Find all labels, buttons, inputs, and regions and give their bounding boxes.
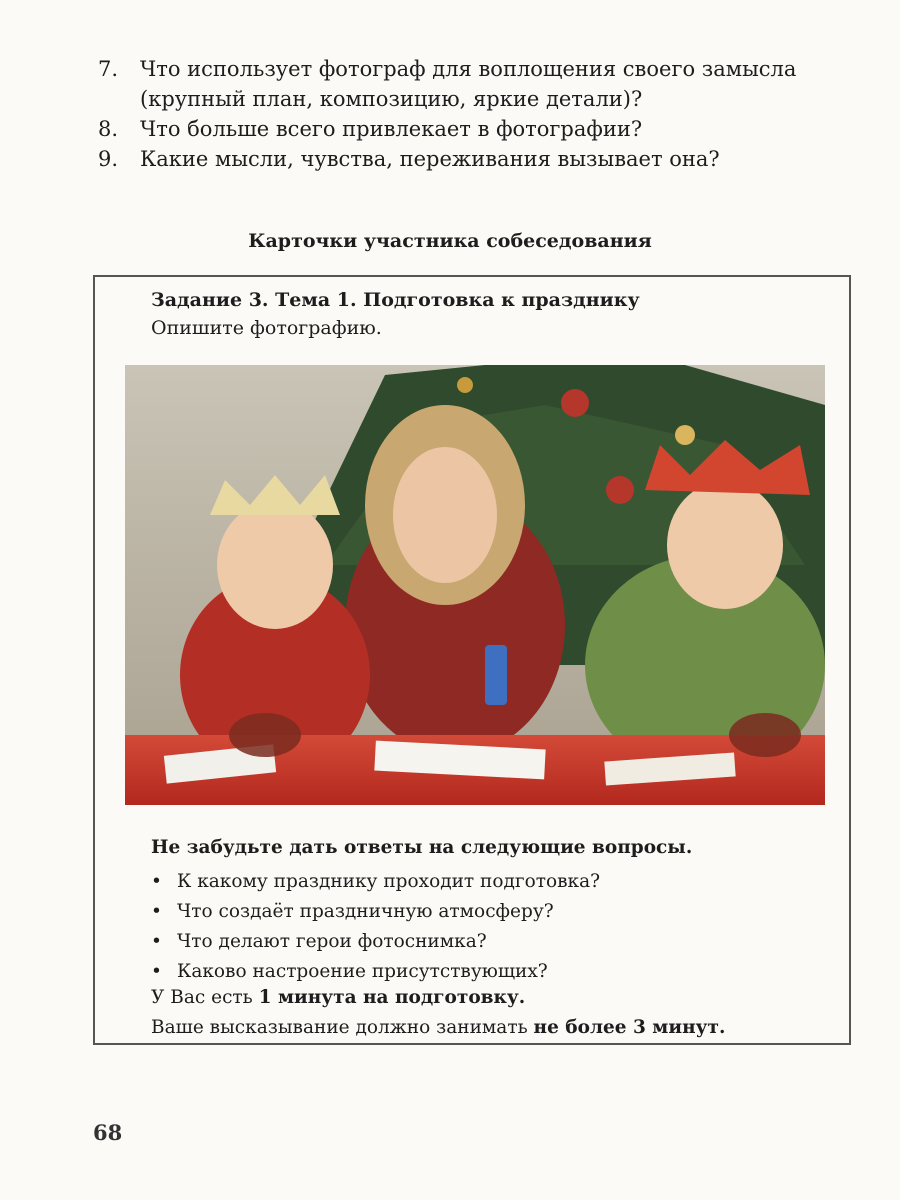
bullet-icon: • xyxy=(151,931,162,952)
question-item xyxy=(98,54,878,114)
question-text: Что больше всего привлекает в фотографии? xyxy=(140,117,643,141)
question-item xyxy=(98,144,878,174)
limit-emphasis: не более 3 минут. xyxy=(533,1017,726,1038)
time-limit-note xyxy=(151,1017,725,1038)
ornament-icon xyxy=(457,377,473,393)
question-item xyxy=(98,114,878,144)
list-item xyxy=(151,867,600,897)
question-text: Какие мысли, чувства, переживания вызывает она? xyxy=(140,147,720,171)
participant-card xyxy=(93,275,851,1045)
reminder-title: Не забудьте дать ответы на следующие вопросы. xyxy=(151,837,693,858)
prep-text: У Вас есть xyxy=(151,987,259,1008)
bullet-text: Что делают герои фотоснимка? xyxy=(177,931,487,952)
bullet-list xyxy=(151,867,600,987)
bullet-text: К какому празднику проходит подготовка? xyxy=(177,871,601,892)
section-title: Карточки участника собеседования xyxy=(248,230,652,252)
question-list xyxy=(98,54,878,174)
ornament-icon xyxy=(606,476,634,504)
holiday-photo xyxy=(125,365,825,805)
bullet-icon: • xyxy=(151,901,162,922)
task-title: Задание 3. Тема 1. Подготовка к празднику xyxy=(151,289,640,311)
task-instruction: Опишите фотографию. xyxy=(151,317,382,339)
page-number: 68 xyxy=(93,1120,123,1145)
bullet-icon: • xyxy=(151,871,162,892)
ornament-icon xyxy=(675,425,695,445)
question-number: 8. xyxy=(98,117,119,141)
prep-time-note xyxy=(151,987,525,1008)
question-number: 9. xyxy=(98,147,119,171)
bullet-icon: • xyxy=(151,961,162,982)
list-item xyxy=(151,957,600,987)
list-item xyxy=(151,897,600,927)
question-number: 7. xyxy=(98,57,119,81)
prep-emphasis: 1 минута на подготовку. xyxy=(258,987,526,1008)
ornament-icon xyxy=(561,389,589,417)
list-item xyxy=(151,927,600,957)
bullet-text: Что создаёт праздничную атмосферу? xyxy=(177,901,554,922)
bullet-text: Каково настроение присутствующих? xyxy=(177,961,548,982)
limit-text: Ваше высказывание должно занимать xyxy=(151,1017,534,1038)
question-text: Что использует фотограф для воплощения своего замысла (крупный план, композицию, яркие детали)? xyxy=(140,57,797,111)
